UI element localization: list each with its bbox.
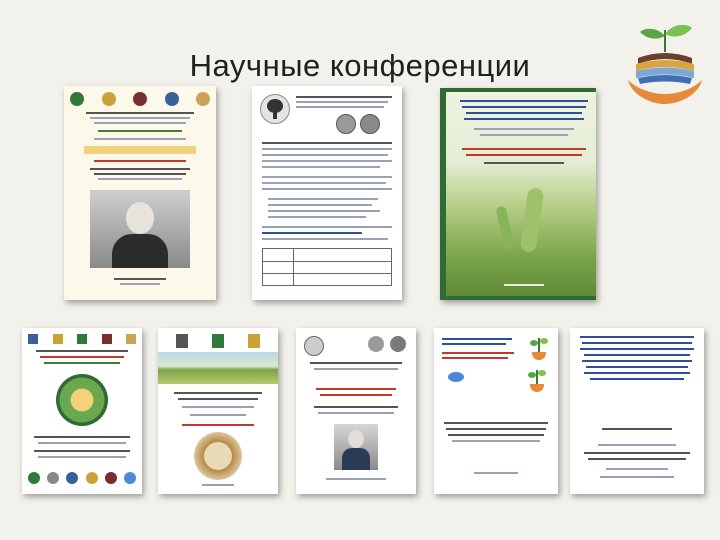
wheat-field-banner [158, 352, 278, 384]
poster-7[interactable] [434, 328, 558, 494]
sprout-soil-hands-logo-icon [622, 18, 708, 110]
emblem-icon [304, 336, 324, 356]
portrait-medallion [336, 114, 356, 134]
portrait-photo [90, 190, 190, 268]
emblem-icon [448, 372, 464, 382]
tree-emblem-icon [260, 94, 290, 124]
poster-2[interactable] [252, 86, 402, 300]
portrait-medallion [360, 114, 380, 134]
program-table [262, 248, 392, 286]
poster-1[interactable] [64, 86, 216, 300]
sprout-icon [530, 338, 548, 360]
portrait-medallion [368, 336, 384, 352]
slide-title: Научные конференции [189, 48, 531, 83]
portrait-photo [334, 424, 378, 470]
poster-3[interactable] [440, 88, 596, 300]
church-photo [194, 432, 242, 480]
poster-5[interactable] [158, 328, 278, 494]
poster-4[interactable] [22, 328, 142, 494]
sprout-icon [528, 370, 546, 392]
poster-6[interactable] [296, 328, 416, 494]
poster-8[interactable] [570, 328, 704, 494]
conference-emblem-icon [56, 374, 108, 426]
portrait-medallion [390, 336, 406, 352]
